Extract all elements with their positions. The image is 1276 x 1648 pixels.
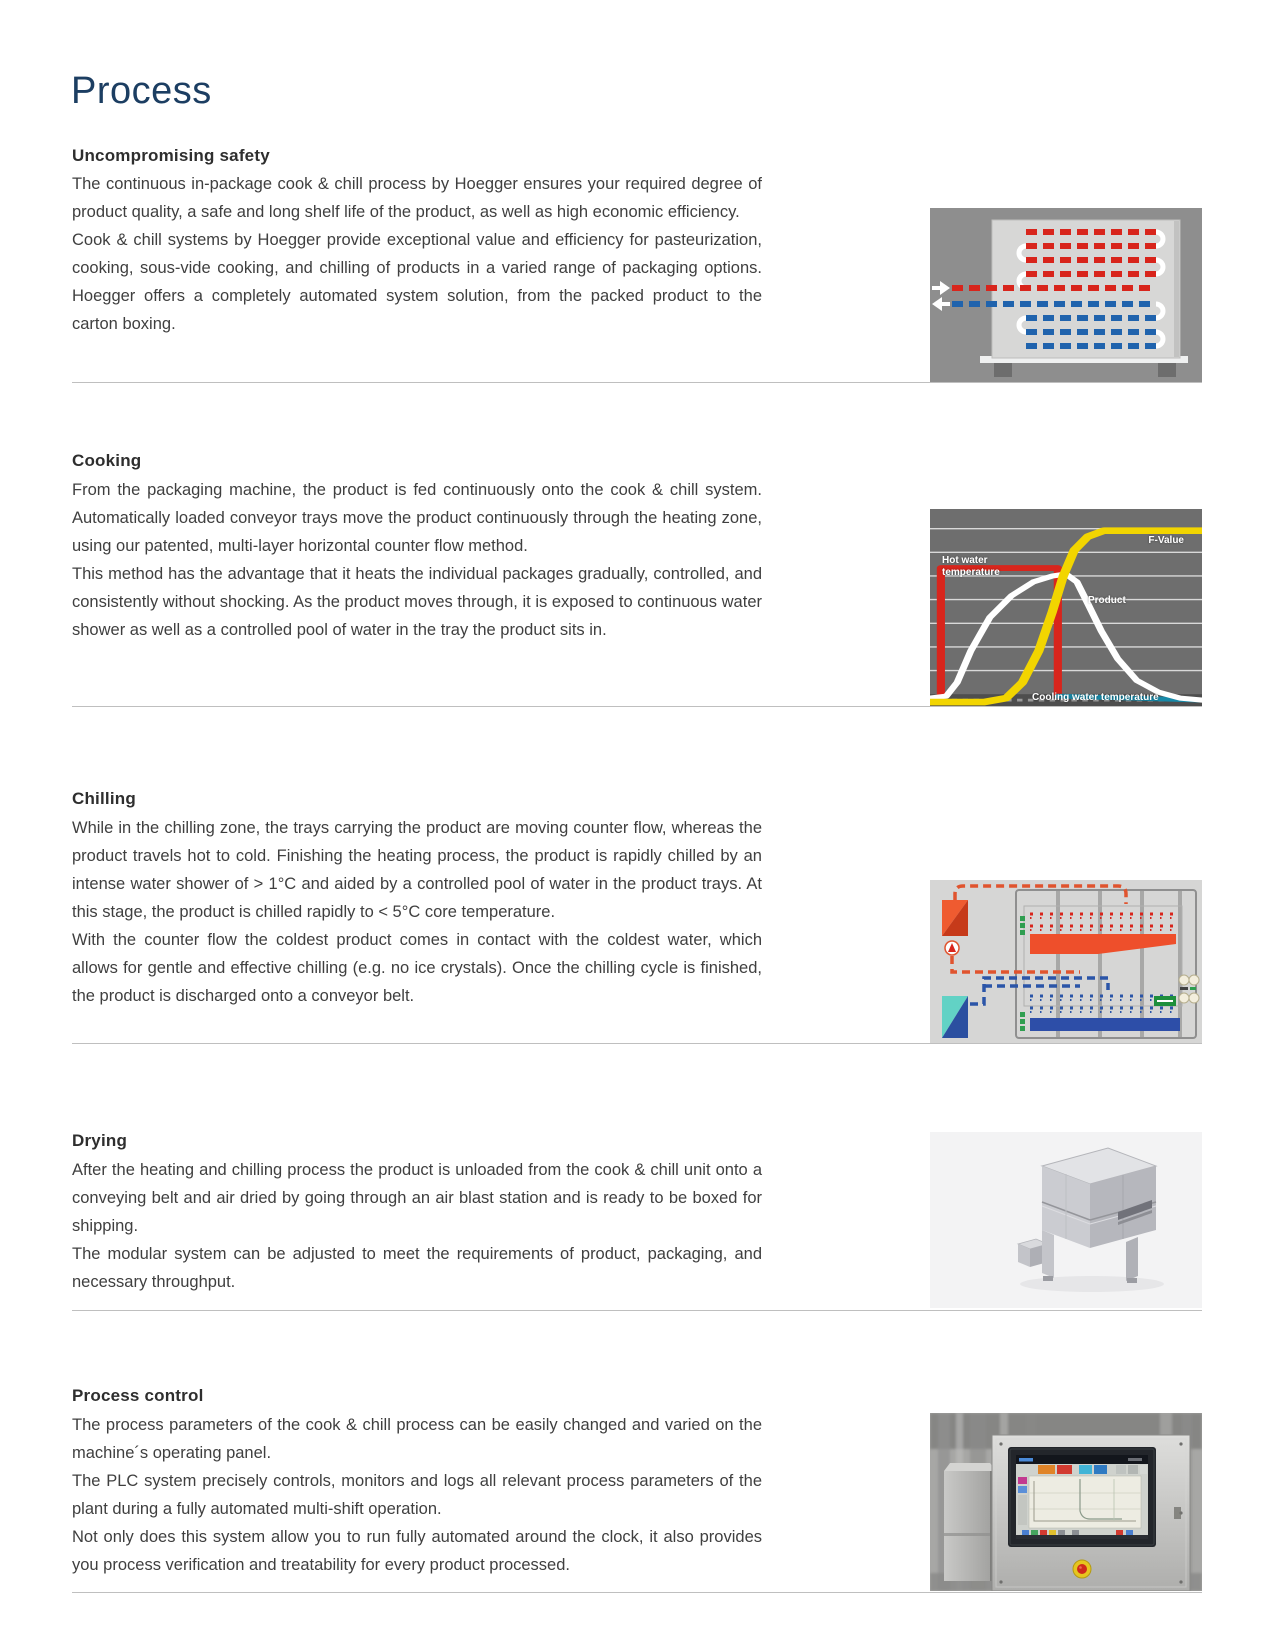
touchscreen (1008, 1447, 1156, 1547)
paragraph: While in the chilling zone, the trays carrying the product are moving counter flow, whereas the product travels hot to cold. Finishing the heating process, the product is rapidly chilled by an intense water shower of > 1°C and aided by a controlled pool of water in the product trays. At this stage, the product is chilled rapidly to < 5°C core temperature. (72, 819, 762, 921)
section-body-process-control (72, 1411, 762, 1579)
section-heading-process-control: Process control (72, 1386, 204, 1405)
chilled-water-tank (942, 996, 968, 1038)
paragraph: The modular system can be adjusted to meet the requirements of product, packaging, and necessary throughput. (72, 1245, 762, 1291)
section-heading-drying: Drying (72, 1131, 128, 1150)
side-cabinet (944, 1463, 996, 1581)
chart-label-f-value: F-Value (1148, 535, 1184, 546)
air-blast-dryer-render-figure (930, 1132, 1202, 1308)
section-body-safety (72, 170, 762, 338)
paragraph: Not only does this system allow you to run fully automated around the clock, it also provides you process verification and treatability for every product processed. (72, 1528, 762, 1574)
operator-panel-photo-figure (930, 1413, 1202, 1591)
counterflow-heat-exchanger-figure (930, 208, 1202, 382)
section-body-chilling (72, 814, 762, 1010)
section-heading-safety: Uncompromising safety (72, 146, 270, 165)
air-blast-dryer-render (930, 1132, 1202, 1308)
section-divider (72, 1310, 1202, 1311)
chart-label-cooling-water: Cooling water temperature (1032, 692, 1159, 703)
section-body-drying (72, 1156, 762, 1296)
paragraph: The process parameters of the cook & chill process can be easily changed and varied on the machine´s operating panel. (72, 1416, 762, 1462)
section-divider (72, 706, 1202, 707)
section-divider (72, 1592, 1202, 1593)
chart-label-hot-water: Hot water temperature (942, 555, 1000, 578)
screen-trend-chart (1029, 1476, 1141, 1528)
page-title: Process (71, 70, 212, 112)
cold-water-header (1030, 1018, 1180, 1031)
section-heading-cooking: Cooking (72, 451, 142, 470)
paragraph: From the packaging machine, the product is fed continuously onto the cook & chill system. Automatically loaded conveyor trays move the product continuously through the heating zone, using our patented, multi-layer horizontal counter flow method. (72, 481, 762, 555)
paragraph: With the counter flow the coldest product comes in contact with the coldest water, which allows for gentle and effective chilling (e.g. no ice crystals). Once the chilling cycle is finished, the product is discharged onto a conveyor belt. (72, 931, 762, 1005)
paragraph: After the heating and chilling process the product is unloaded from the cook & chill unit onto a conveying belt and air dried by going through an air blast station and is ready to be boxed for shipping. (72, 1161, 762, 1235)
counterflow-heat-exchanger-diagram (930, 208, 1202, 382)
section-divider (72, 382, 1202, 383)
section-heading-chilling: Chilling (72, 789, 136, 808)
paragraph: This method has the advantage that it heats the individual packages gradually, controlled, and consistently without shocking. As the product moves through, it is exposed to continuous water shower as well as a controlled pool of water in the tray the product sits in. (72, 565, 762, 639)
machine-shadow (1020, 1276, 1164, 1292)
chart-label-product: Product (1088, 595, 1126, 606)
hot-water-tank (942, 900, 968, 936)
section-body-cooking (72, 476, 762, 644)
emergency-stop-button (1073, 1560, 1091, 1578)
section-divider (72, 1043, 1202, 1044)
chilling-system-diagram (930, 880, 1202, 1043)
cooking-temperature-chart-figure (930, 509, 1202, 706)
paragraph: The continuous in-package cook & chill process by Hoegger ensures your required degree of product quality, a safe and long shelf life of the product, as well as high economic efficiency. (72, 175, 762, 221)
chilling-system-diagram-figure (930, 880, 1202, 1043)
paragraph: The PLC system precisely controls, monitors and logs all relevant process parameters of the plant during a fully automated multi-shift operation. (72, 1472, 762, 1518)
control-label-box (1154, 996, 1176, 1006)
paragraph: Cook & chill systems by Hoegger provide exceptional value and efficiency for pasteurization, cooking, sous-vide cooking, and chilling of products in a varied range of packaging options. Hoegger offers a completely automated system solution, from the packed product to the carton boxing. (72, 231, 762, 333)
pump-icon (945, 941, 959, 955)
operator-panel-photo (930, 1413, 1202, 1591)
